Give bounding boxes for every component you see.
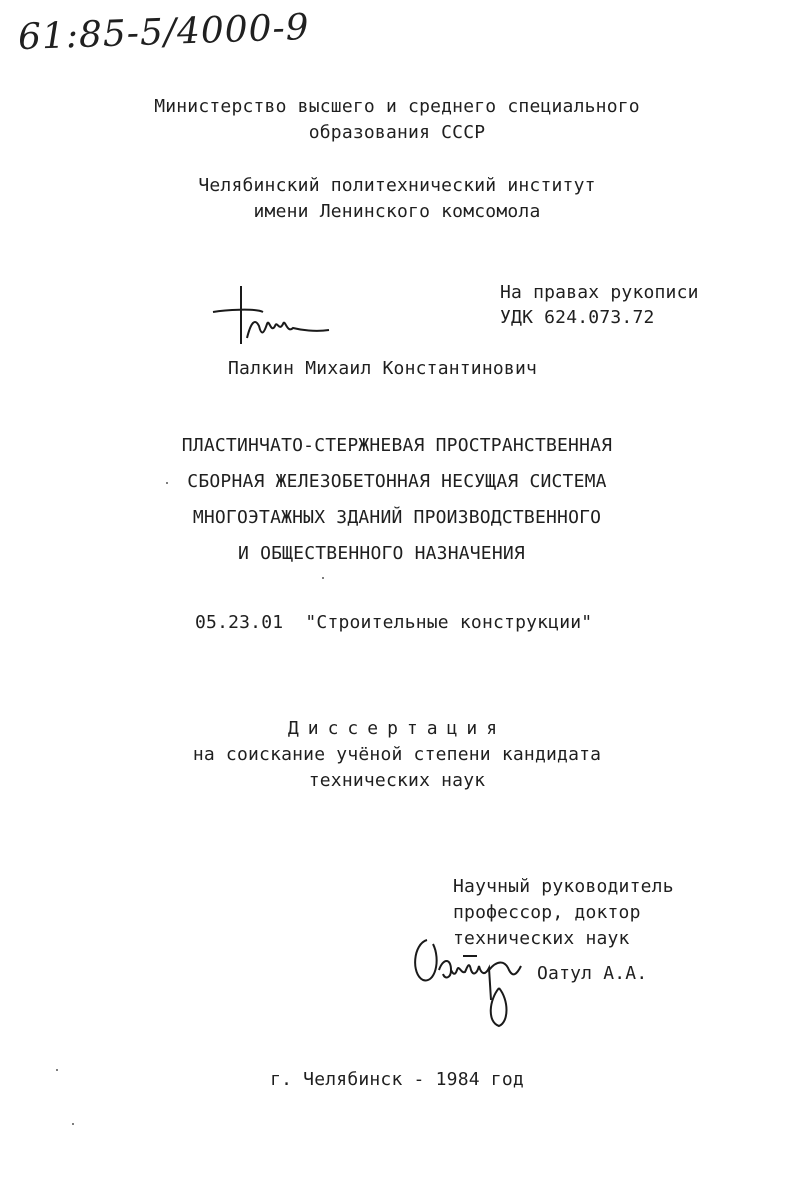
degree-line: на соискание учёной степени кандидата <box>192 744 602 765</box>
supervisor-signature <box>405 930 535 1035</box>
author-signature <box>205 282 335 352</box>
author-name: Палкин Михаил Константинович <box>228 358 538 379</box>
city-year: г. Челябинск - 1984 год <box>270 1069 524 1090</box>
ministry-line-1: Министерство высшего и среднего специального <box>154 96 640 117</box>
sciences-line: технических наук <box>308 770 486 791</box>
ink-speck <box>166 482 168 484</box>
title-line-2: СБОРНАЯ ЖЕЛЕЗОБЕТОННАЯ НЕСУЩАЯ СИСТЕМА <box>187 471 607 492</box>
ink-speck <box>56 1069 58 1071</box>
specialty-code: 05.23.01 "Строительные конструкции" <box>195 612 593 633</box>
ministry-line-2: образования СССР <box>308 122 486 143</box>
institute-line-2: имени Ленинского комсомола <box>253 201 541 222</box>
title-line-1: ПЛАСТИНЧАТО-СТЕРЖНЕВАЯ ПРОСТРАНСТВЕННАЯ <box>181 435 613 456</box>
title-line-4: И ОБЩЕСТВЕННОГО НАЗНАЧЕНИЯ <box>238 543 525 564</box>
rights-line: На правах рукописи <box>500 282 699 303</box>
supervisor-degree: технических наук <box>453 928 630 949</box>
supervisor-role: Научный руководитель <box>453 876 674 897</box>
archive-code: 61:85-5/4000-9 <box>17 6 311 59</box>
ink-speck <box>72 1123 74 1125</box>
institute-line-1: Челябинский политехнический институт <box>198 175 596 196</box>
ink-speck <box>322 577 324 579</box>
supervisor-name: Оатул А.А. <box>537 963 648 984</box>
dissertation-heading: Диссертация <box>287 718 507 739</box>
supervisor-title: профессор, доктор <box>453 902 641 923</box>
udc-code: УДК 624.073.72 <box>500 307 655 328</box>
title-line-3: МНОГОЭТАЖНЫХ ЗДАНИЙ ПРОИЗВОДСТВЕННОГО <box>192 507 602 528</box>
